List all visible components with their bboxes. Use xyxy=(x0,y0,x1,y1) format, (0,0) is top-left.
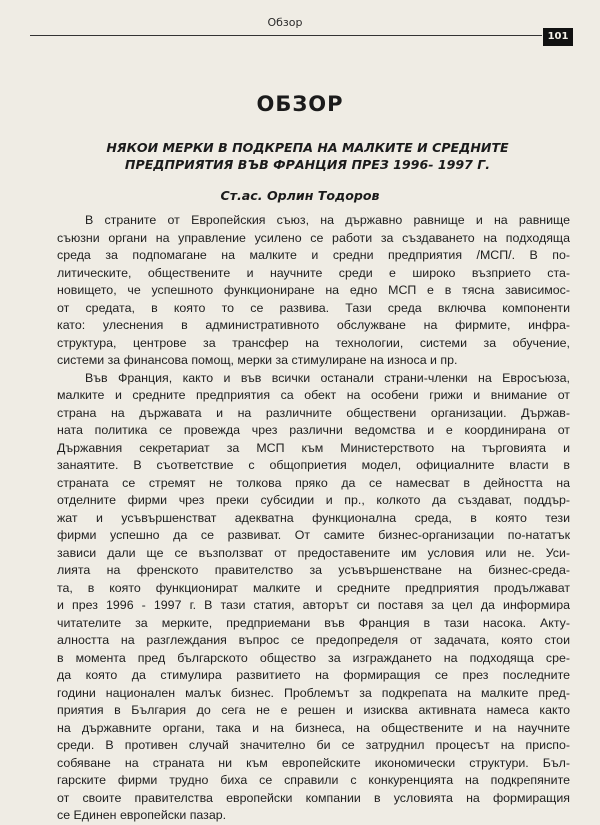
header-rule xyxy=(30,35,542,36)
section-title: ОБЗОР xyxy=(256,92,344,116)
body-line: отделните фирми чрез преки субсидии и пр., колкото да създават, поддър- xyxy=(57,493,570,507)
body-line: в момента пред българското общество за изграждането на подходяща сре- xyxy=(57,650,570,665)
body-line: от своите правителства европейски компании в условията на формиращия xyxy=(57,790,570,805)
body-line: малките и средните предприятия са обект на особени грижи и внимание от xyxy=(57,388,570,402)
headline-line: ПРЕДПРИЯТИЯ ВЪВ ФРАНЦИЯ ПРЕЗ 1996- 1997 Г. xyxy=(124,157,491,172)
body-line: жат и усъвършенстват адекватна функционална среда, в която тези xyxy=(57,510,570,525)
body-line: страна на държавата и на различните обществени организации. Държав- xyxy=(57,405,570,420)
body-line: зависи дали ще се възползват от предоставените им условия или не. Уси- xyxy=(57,545,570,560)
body-line: гарските фирми трудно биха се справили с конкуренцията на подкрепяните xyxy=(57,773,570,787)
headline-line: НЯКОИ МЕРКИ В ПОДКРЕПА НА МАЛКИТЕ И СРЕДНИТЕ xyxy=(106,140,509,155)
body-line: се Единен европейски пазар. xyxy=(57,808,227,822)
body-line: ната политика се провежда чрез различни ведомства и е координирана от xyxy=(57,423,570,437)
body-line: страната се стремят не толкова пряко да се намесват в дейността на xyxy=(57,475,570,490)
body-line: среда за подпомагане на малките и средни предприятия /МСП/. В по- xyxy=(57,248,570,262)
body-line: години национален малък бизнес. Проблемът за подкрепата на малките пред- xyxy=(57,685,570,700)
body-line: системи за финансова помощ, мерки за стимулиране на износа и пр. xyxy=(57,353,458,367)
body-line: съюзни органи на управление усилено се работи за създаването на подходяща xyxy=(57,230,570,245)
article-body xyxy=(57,212,570,825)
running-header: Обзор xyxy=(267,16,303,29)
article-headline xyxy=(80,139,535,173)
body-line: на държавните органи, така и на бизнеса, на обществените и на научните xyxy=(57,720,570,735)
body-line: структура, центрове за трансфер на технологии, системи за обучение, xyxy=(57,335,570,350)
body-line: да която да стимулира развитието на формиращия се през последните xyxy=(57,668,570,682)
body-line: приятия в България до сега не е решен и изисква активната намеса както xyxy=(57,703,570,717)
body-line: като: улеснения в административното обслужване на фирмите, инфра- xyxy=(57,318,570,332)
body-line: В страните от Европейския съюз, на държавно равнище и на равнище xyxy=(85,213,570,227)
body-line: фирми успешно да се развиват. От самите бизнес-организации по-нататък xyxy=(57,528,570,542)
page-number: 101 xyxy=(543,28,573,46)
author-byline: Ст.ас. Орлин Тодоров xyxy=(220,188,380,203)
body-line: среди. В противен случай значително би се затруднил процесът на приспо- xyxy=(57,738,570,752)
body-line: литическите, обществените и научните среди е широко възприето ста- xyxy=(57,265,570,280)
body-line: лията на френското правителство за усъвършенстване на бизнес-среда- xyxy=(57,563,570,577)
body-line: занаятите. В съответствие с общоприетия модел, официалните власти в xyxy=(57,458,570,472)
body-line: Във Франция, както и във всички останали страни-членки на Евросъюза, xyxy=(85,370,570,385)
body-line: алността на разглеждания въпрос се предопределя от задачата, която стои xyxy=(57,633,570,647)
body-line: новището, че успешното функциониране на едно МСП е в тясна зависимос- xyxy=(57,283,570,297)
body-line: та, в която функционират малките и средните предприятия продължават xyxy=(57,580,570,595)
body-line: и през 1996 - 1997 г. В тази статия, авторът си поставя за цел да информира xyxy=(57,598,570,612)
body-line: Държавния секретариат за МСП към Министерството на търговията и xyxy=(57,440,570,455)
body-line: от средата, в която то се развива. Тази среда включва компоненти xyxy=(57,300,570,315)
body-line: собяване на страната ни към европейските икономически структури. Бъл- xyxy=(57,755,570,770)
body-line: читателите за мерките, предприемани във Франция в тази насока. Акту- xyxy=(57,615,570,630)
